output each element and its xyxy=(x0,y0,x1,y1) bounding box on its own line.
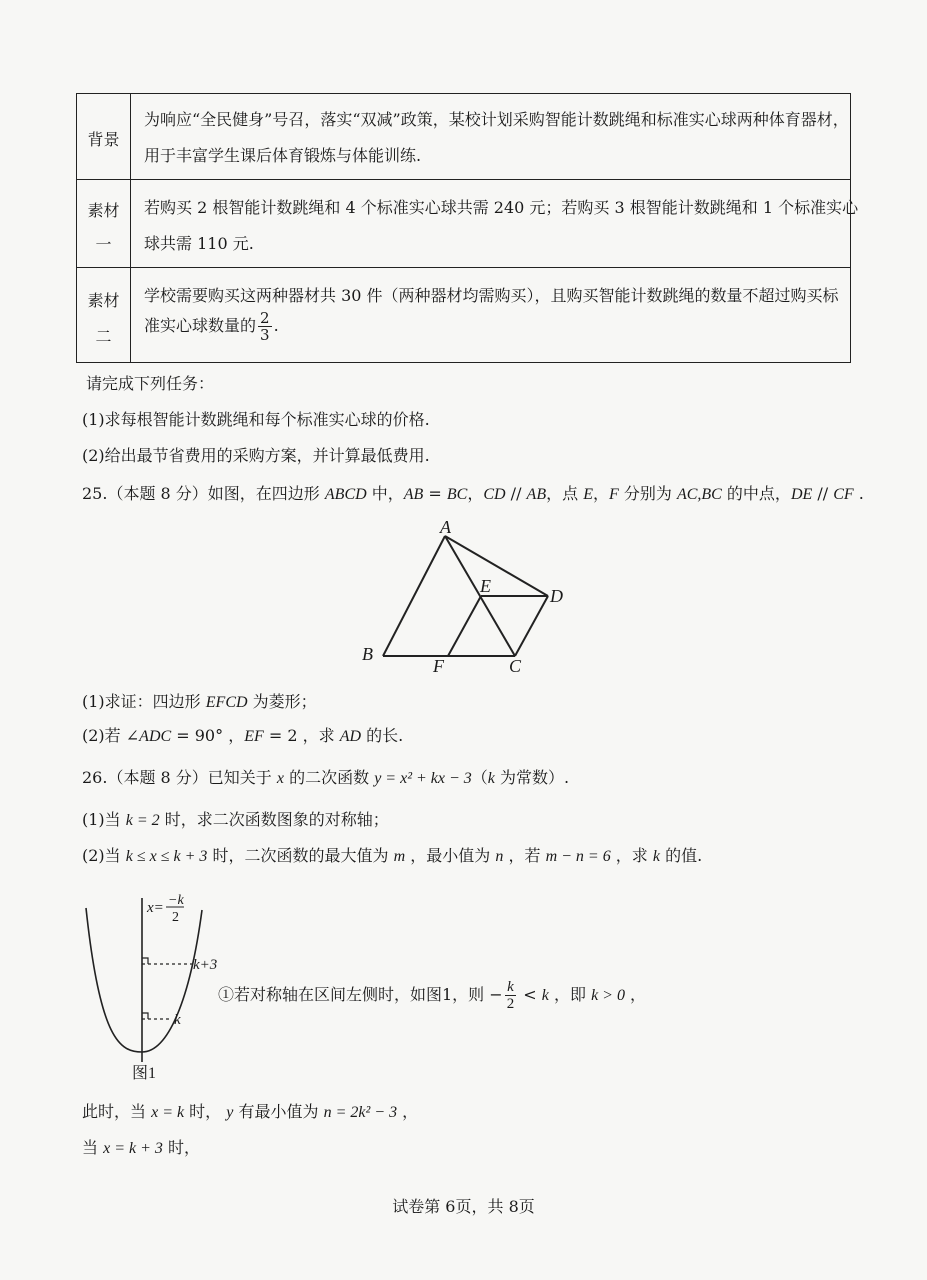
text: (2)若 ∠ xyxy=(82,726,140,745)
label-k: k xyxy=(174,1012,181,1028)
content-line: 若购买 2 根智能计数跳绳和 4 个标准实心球共需 240 元；若购买 3 根智能计数跳绳和 1 个标准实心 xyxy=(144,198,859,217)
row-header-text: 二 xyxy=(95,327,112,346)
text: 中， xyxy=(366,484,404,503)
label-B: B xyxy=(362,644,373,664)
math: n xyxy=(495,848,504,865)
content-line-with-fraction xyxy=(144,310,279,343)
task-1: (1)求每根智能计数跳绳和每个标准实心球的价格. xyxy=(82,410,430,429)
text: 25.（本题 8 分）如图，在四边形 xyxy=(82,484,325,503)
text: (1)求证：四边形 xyxy=(82,692,206,711)
text: 26.（本题 8 分）已知关于 xyxy=(82,768,277,787)
solution-line-1 xyxy=(82,1102,418,1123)
segment-AB xyxy=(383,536,445,656)
text: // xyxy=(812,484,834,503)
text: 时，二次函数的最大值为 xyxy=(207,846,394,865)
label-A: A xyxy=(440,517,451,537)
math: ADC xyxy=(139,728,172,745)
row-header xyxy=(77,94,131,179)
math: x = k xyxy=(151,1104,185,1121)
math: x = k + 3 xyxy=(103,1140,163,1157)
row-header-text: 素材 xyxy=(87,201,120,220)
period: . xyxy=(273,316,279,335)
label-C: C xyxy=(509,656,522,676)
math: k xyxy=(652,848,661,865)
math: AB xyxy=(403,486,424,503)
math: ABCD xyxy=(324,486,367,503)
fraction-denominator: 3 xyxy=(260,326,270,344)
math: CF xyxy=(833,486,854,503)
math: F xyxy=(608,486,619,503)
text: ， xyxy=(397,1102,419,1121)
page-footer: 试卷第 6页，共 8页 xyxy=(392,1197,535,1216)
text: 有最小值为 xyxy=(233,1102,324,1121)
math: BC xyxy=(446,486,468,503)
content-line: 球共需 110 元. xyxy=(144,234,254,253)
task-prompt: 请完成下列任务： xyxy=(86,374,215,393)
math: AB xyxy=(526,486,547,503)
math: y = x² + kx − 3 xyxy=(374,770,472,787)
fraction xyxy=(258,310,272,343)
axis-label-x: x= xyxy=(147,900,164,916)
segment-CD xyxy=(515,596,548,656)
fraction-numerator: k xyxy=(505,979,517,996)
figure-caption: 图1 xyxy=(132,1065,157,1082)
math: EF xyxy=(244,728,264,745)
text: ，求 xyxy=(610,846,653,865)
axis-label-denominator: 2 xyxy=(172,910,179,925)
q26-part2 xyxy=(82,846,702,867)
text: 此时，当 xyxy=(82,1102,152,1121)
content-text: 准实心球数量的 xyxy=(144,316,257,335)
text: ，点 xyxy=(546,484,584,503)
math: k = 2 xyxy=(125,812,160,829)
text: 的值. xyxy=(660,846,703,865)
math: EFCD xyxy=(205,694,248,711)
right-angle-mark-k3 xyxy=(142,958,148,964)
text: 为常数）. xyxy=(494,768,570,787)
text: ， xyxy=(467,484,484,503)
math: k xyxy=(541,987,549,1004)
content-line: 用于丰富学生课后体育锻炼与体能训练. xyxy=(144,146,422,165)
row-header-text: 一 xyxy=(95,235,112,254)
text: 当 xyxy=(82,1138,104,1157)
text: = xyxy=(423,484,447,503)
math: k > 0 xyxy=(591,987,625,1004)
text: 分别为 xyxy=(618,484,677,503)
math: x xyxy=(276,770,284,787)
text: 的中点， xyxy=(721,484,791,503)
math: CD xyxy=(483,486,506,503)
text: // xyxy=(505,484,527,503)
q26-stem xyxy=(82,768,569,789)
q26-case1 xyxy=(218,978,646,1013)
text: ，最小值为 xyxy=(405,846,496,865)
text: . xyxy=(853,484,864,503)
table-row-material-2 xyxy=(77,268,850,362)
solution-line-2 xyxy=(82,1138,200,1159)
row-header xyxy=(77,180,131,267)
text: 为菱形； xyxy=(247,692,317,711)
info-table xyxy=(76,93,859,363)
text: ，若 xyxy=(503,846,546,865)
text: ， xyxy=(592,484,609,503)
text: = 90° ， xyxy=(171,726,245,745)
text: = 2 ，求 xyxy=(263,726,340,745)
label-k-plus-3: k+3 xyxy=(193,957,218,973)
q25-part2 xyxy=(82,726,403,747)
segment-EF xyxy=(448,596,481,656)
math: n = 2k² − 3 xyxy=(323,1104,398,1121)
math: E xyxy=(583,486,593,503)
parabola-figure xyxy=(78,892,228,1087)
label-E: E xyxy=(480,576,491,596)
row-header xyxy=(77,268,131,362)
math: k ≤ x ≤ k + 3 xyxy=(125,848,208,865)
math: AC,BC xyxy=(676,486,722,503)
text: ，即 xyxy=(548,985,592,1004)
text: ①若对称轴在区间左侧时，如图1，则 − xyxy=(218,985,503,1004)
label-D: D xyxy=(550,586,563,606)
row-header-text: 素材 xyxy=(87,291,120,310)
math: DE xyxy=(790,486,813,503)
q26-part1 xyxy=(82,810,389,831)
text: (2)当 xyxy=(82,846,126,865)
text: （ xyxy=(471,768,488,787)
fraction xyxy=(505,979,517,1012)
math: m xyxy=(393,848,406,865)
task-2: (2)给出最节省费用的采购方案，并计算最低费用. xyxy=(82,446,430,465)
math: m − n = 6 xyxy=(545,848,611,865)
text: 的二次函数 xyxy=(284,768,375,787)
text: 的长. xyxy=(361,726,404,745)
text: 时， xyxy=(184,1102,227,1121)
parabola-curve xyxy=(86,908,202,1052)
content-line: 学校需要购买这两种器材共 30 件（两种器材均需购买），且购买智能计数跳绳的数量不超过购买标 xyxy=(144,286,839,305)
q25-part1 xyxy=(82,692,317,713)
axis-label-numerator: −k xyxy=(168,893,184,908)
row-header-text: 背景 xyxy=(87,130,120,149)
quadrilateral-figure xyxy=(355,512,575,682)
table-row-background xyxy=(77,94,850,180)
content-line: 为响应“全民健身”号召，落实“双减”政策，某校计划采购智能计数跳绳和标准实心球两种体育器材， xyxy=(144,110,849,129)
label-F: F xyxy=(433,656,444,676)
q25-stem xyxy=(82,484,864,505)
fraction-numerator: 2 xyxy=(260,309,270,327)
text: 时， xyxy=(162,1138,200,1157)
text: < xyxy=(518,985,542,1004)
text: (1)当 xyxy=(82,810,126,829)
right-angle-mark-k xyxy=(142,1013,148,1019)
table-row-material-1 xyxy=(77,180,859,268)
segment-AD xyxy=(445,536,548,596)
text: 时，求二次函数图象的对称轴； xyxy=(159,810,389,829)
math: AD xyxy=(339,728,362,745)
fraction-denominator: 2 xyxy=(506,996,515,1012)
math: y xyxy=(226,1104,234,1121)
text: ， xyxy=(624,985,647,1004)
math: k xyxy=(487,770,495,787)
